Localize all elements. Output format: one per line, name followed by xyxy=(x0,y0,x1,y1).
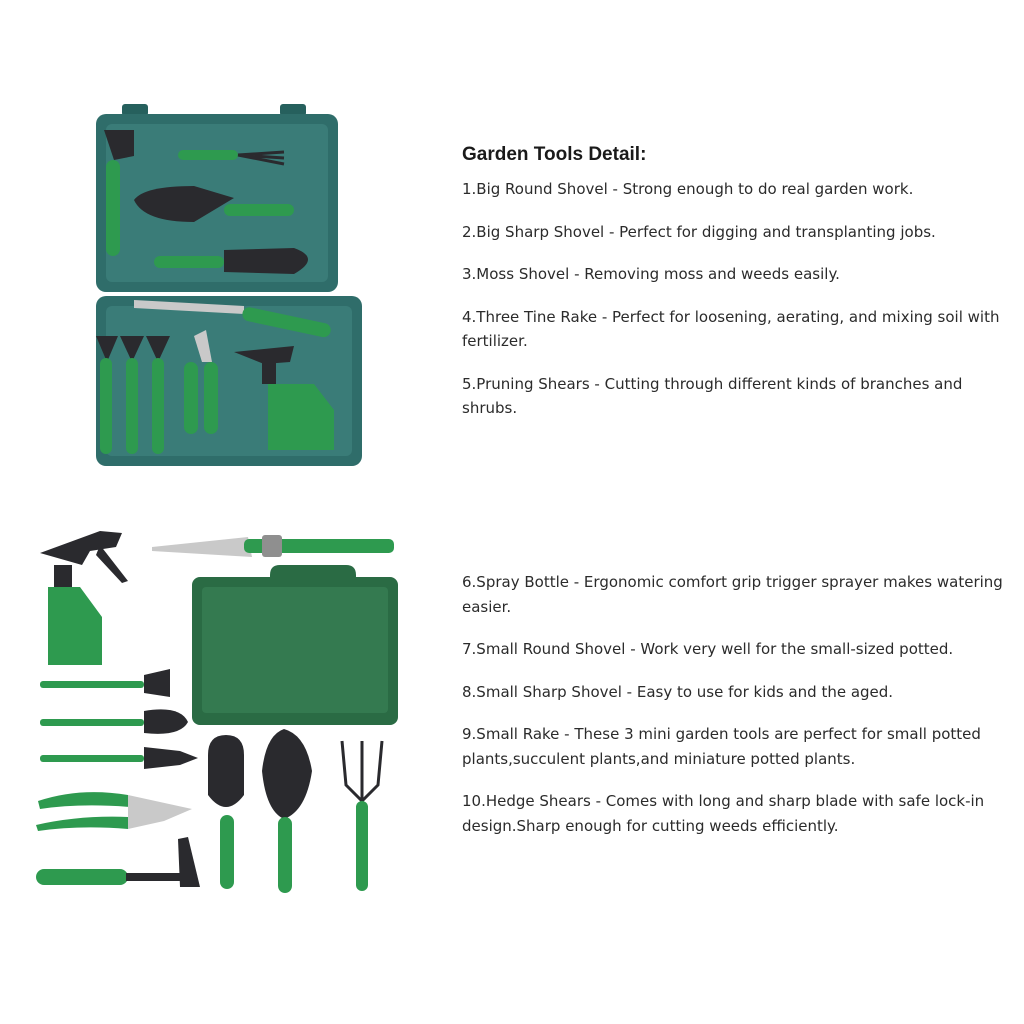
list-item: 3.Moss Shovel - Removing moss and weeds easily. xyxy=(462,265,840,283)
list-item: 7.Small Round Shovel - Work very well for the small-sized potted. xyxy=(462,640,954,658)
section-heading: Garden Tools Detail: xyxy=(462,144,647,165)
pruning-shears xyxy=(36,792,192,831)
list-item: 8.Small Sharp Shovel - Easy to use for kids and the aged. xyxy=(462,682,894,701)
big-sharp-shovel xyxy=(262,729,312,893)
list-item: 5.Pruning Shears - Cutting through different kinds of branches and shrubs. xyxy=(462,374,963,417)
hedge-shears xyxy=(152,535,394,557)
three-tine-rake xyxy=(342,741,382,891)
tools-detail-bottom xyxy=(462,570,1017,856)
list-item: 4.Three Tine Rake - Perfect for loosening, aerating, and mixing soil with fertilizer. xyxy=(462,307,1000,350)
small-sharp-shovel xyxy=(40,747,198,769)
spray-bottle xyxy=(40,531,128,665)
hand-hoe xyxy=(36,837,200,887)
tools-detail-top xyxy=(462,142,1017,439)
list-item: 2.Big Sharp Shovel - Perfect for digging and transplanting jobs. xyxy=(462,222,936,241)
small-shovels-in-base xyxy=(96,336,170,454)
list-item: 10.Hedge Shears - Comes with long and sharp blade with safe lock-in design.Sharp enough for cutting weeds efficiently. xyxy=(462,792,985,835)
list-item: 9.Small Rake - These 3 mini garden tools are perfect for small potted plants,succulent plants,and miniature potted plants. xyxy=(462,725,981,768)
open-tool-case-photo xyxy=(94,100,370,470)
list-item: 6.Spray Bottle - Ergonomic comfort grip trigger sprayer makes watering easier. xyxy=(462,573,1003,616)
tools-laid-out-photo xyxy=(30,525,405,897)
closed-case xyxy=(192,565,398,725)
big-round-shovel xyxy=(208,735,244,889)
small-round-shovel xyxy=(40,709,188,733)
small-hoe xyxy=(40,669,170,697)
list-item: 1.Big Round Shovel - Strong enough to do real garden work. xyxy=(462,180,914,198)
